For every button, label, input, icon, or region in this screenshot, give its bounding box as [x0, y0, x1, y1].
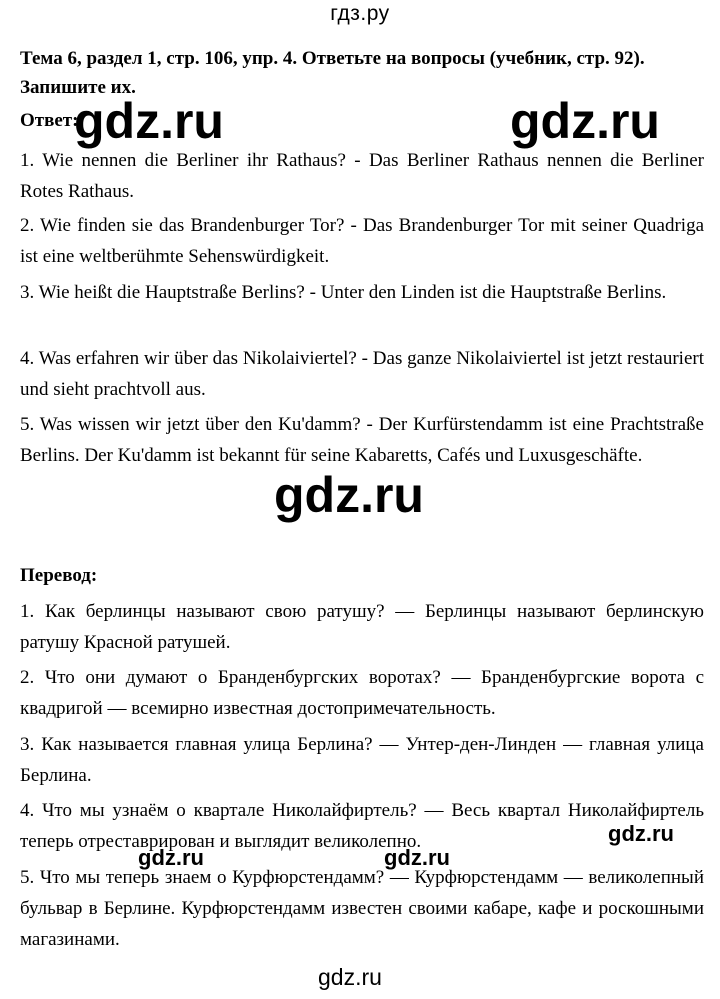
watermark-top-right: gdz.ru: [510, 93, 660, 149]
watermark-small-left: gdz.ru: [138, 845, 204, 870]
answer-3: 3. Wie heißt die Hauptstraße Berlins? - Unter den Linden ist die Hauptstraße Berlins.: [20, 282, 667, 303]
site-header: гдз.ру: [330, 2, 390, 25]
translation-3: 3. Как называется главная улица Берлина? — Унтер-ден-Линден — главная улица Берлина.: [20, 734, 704, 786]
answer-4: 4. Was erfahren wir über das Nikolaiviertel? - Das ganze Nikolaiviertel ist jetzt restauriert und sieht prachtvoll aus.: [20, 348, 704, 400]
translation-1: 1. Как берлинцы называют свою ратушу? — Берлинцы называют берлинскую ратушу Красной ратушей.: [20, 601, 704, 653]
exercise-title: Тема 6, раздел 1, стр. 106, упр. 4. Ответьте на вопросы (учебник, стр. 92). Запишите их.: [20, 48, 645, 98]
watermark-top-left: gdz.ru: [74, 93, 224, 149]
watermark-small-right: gdz.ru: [608, 821, 674, 846]
translation-label: Перевод:: [20, 565, 98, 586]
answer-2: 2. Wie finden sie das Brandenburger Tor? - Das Brandenburger Tor mit seiner Quadriga ist eine weltberühmte Sehenswürdigkeit.: [20, 215, 704, 267]
translation-4: 4. Что мы узнаём о квартале Николайфиртель? — Весь квартал Николайфиртель теперь отреставрирован и выглядит великолепно.: [20, 800, 704, 852]
answer-label: Ответ:: [20, 110, 79, 131]
watermark-footer: gdz.ru: [318, 964, 382, 990]
watermark-small-center: gdz.ru: [384, 845, 450, 870]
translation-2: 2. Что они думают о Бранденбургских воротах? — Бранденбургские ворота с квадригой — всемирно известная достопримечательность.: [20, 667, 704, 719]
answer-5: 5. Was wissen wir jetzt über den Ku'damm? - Der Kurfürstendamm ist eine Prachtstraße Berlins. Der Ku'damm ist bekannt für seine Kabaretts, Cafés und Luxusgeschäfte.: [20, 414, 704, 466]
translation-5: 5. Что мы теперь знаем о Курфюрстендамм? — Курфюрстендамм — великолепный бульвар в Берлине. Курфюрстендамм известен своими кабаре, кафе и роскошными магазинами.: [20, 867, 704, 950]
watermark-middle: gdz.ru: [274, 467, 424, 523]
answer-1: 1. Wie nennen die Berliner ihr Rathaus? - Das Berliner Rathaus nennen die Berliner Rotes Rathaus.: [20, 150, 704, 202]
